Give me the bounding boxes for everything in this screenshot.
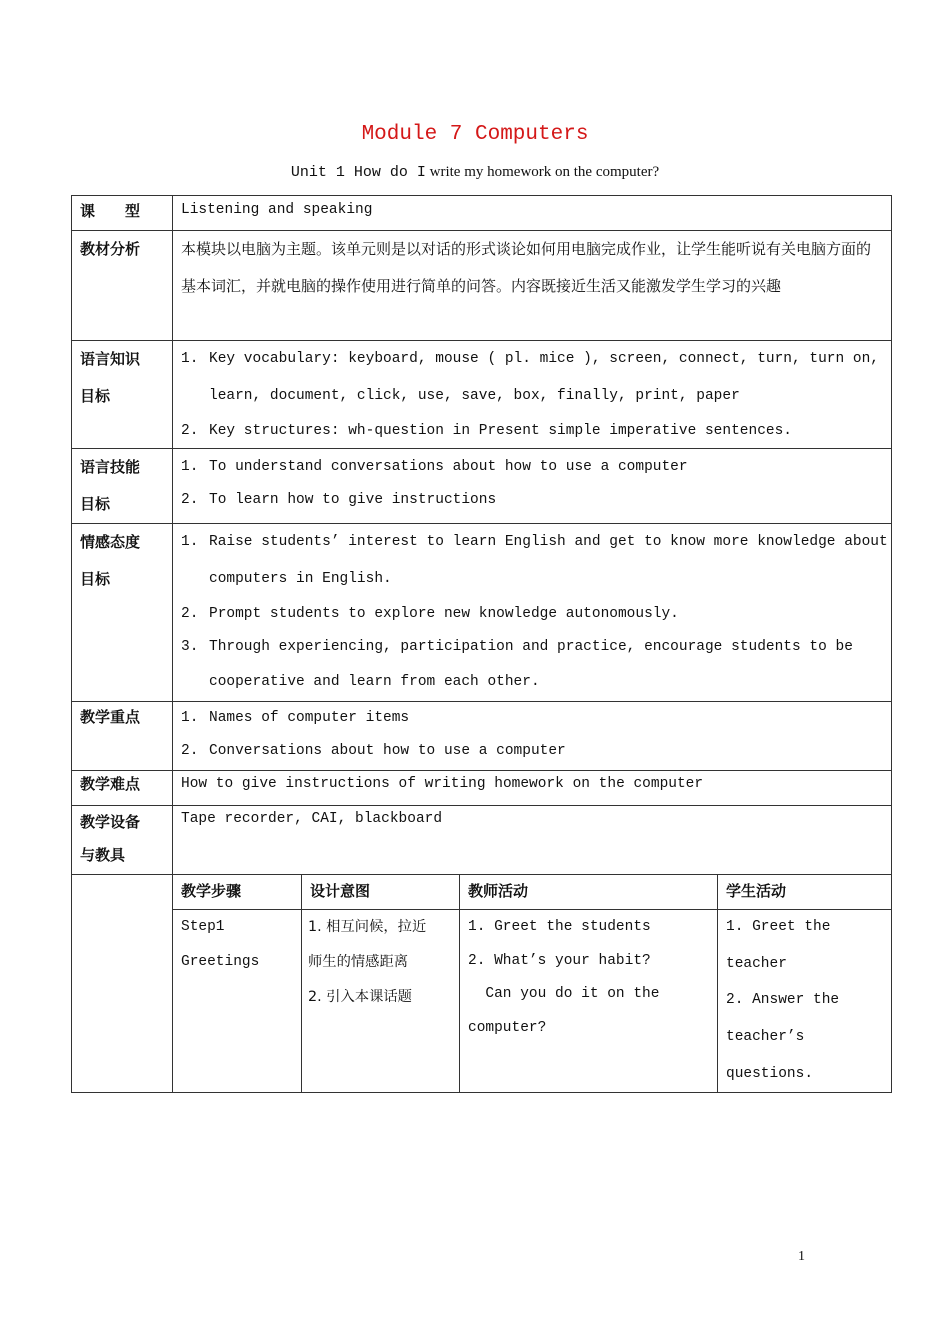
skills-label xyxy=(72,449,173,524)
item-number: 2. xyxy=(181,743,199,759)
item-text: Prompt students to explore new knowledge autonomously. xyxy=(209,606,679,622)
equipment-value: Tape recorder, CAI, blackboard xyxy=(173,806,892,875)
step1-row xyxy=(72,910,892,1093)
knowledge-content xyxy=(173,341,892,449)
design-line: 1. 相互问候，拉近 xyxy=(308,919,427,935)
design-line: 师生的情感距离 xyxy=(308,954,409,970)
row-lesson-type xyxy=(72,196,892,231)
student-line: teacher xyxy=(726,956,787,972)
lesson-plan-table xyxy=(71,195,892,1093)
skills-label-line1: 语言技能 xyxy=(80,458,141,476)
item-number: 1. xyxy=(181,459,199,475)
item-text: Raise students’ interest to learn English and get to know more knowledge about xyxy=(209,534,888,550)
knowledge-label xyxy=(72,341,173,449)
student-cell xyxy=(718,910,892,1093)
lesson-type-label: 课 型 xyxy=(72,196,173,231)
skills-label-line2: 目标 xyxy=(80,495,111,513)
attitude-content xyxy=(173,524,892,702)
item-number: 1. xyxy=(181,351,199,367)
student-line: 1. Greet the xyxy=(726,919,831,935)
item-number: 2. xyxy=(181,492,199,508)
difficulty-label: 教学难点 xyxy=(72,771,173,806)
knowledge-label-line1: 语言知识 xyxy=(80,350,141,368)
row-key-points xyxy=(72,702,892,771)
item-text: Conversations about how to use a computer xyxy=(209,743,566,759)
attitude-item xyxy=(181,631,891,664)
item-text: Names of computer items xyxy=(209,710,410,726)
attitude-label-line1: 情感态度 xyxy=(80,533,141,551)
item-text: To understand conversations about how to use a computer xyxy=(209,459,688,475)
row-material-analysis xyxy=(72,231,892,341)
steps-header-row xyxy=(72,875,892,910)
attitude-label xyxy=(72,524,173,702)
knowledge-item xyxy=(181,341,891,378)
row-equipment xyxy=(72,806,892,875)
student-line: 2. Answer the xyxy=(726,992,840,1008)
item-number: 1. xyxy=(181,710,199,726)
key-points-content xyxy=(173,702,892,771)
skills-item xyxy=(181,484,891,517)
teacher-cell xyxy=(460,910,718,1093)
key-point-item xyxy=(181,735,891,768)
item-text: To learn how to give instructions xyxy=(209,492,497,508)
steps-blank-cell xyxy=(72,875,173,1093)
equipment-label xyxy=(72,806,173,875)
equipment-label-line2: 与教具 xyxy=(80,846,126,864)
attitude-item xyxy=(181,524,891,561)
attitude-item-continuation: computers in English. xyxy=(209,571,392,587)
material-analysis-value: 本模块以电脑为主题。该单元则是以对话的形式谈论如何用电脑完成作业，让学生能听说有关电脑方面的基本词汇，并就电脑的操作使用进行简单的问答。内容既接近生活又能激发学生学习的兴趣 xyxy=(173,231,892,341)
student-line: teacher’s xyxy=(726,1029,805,1045)
item-number: 2. xyxy=(181,606,199,622)
lesson-type-value: Listening and speaking xyxy=(173,196,892,231)
item-number: 2. xyxy=(181,423,199,439)
step-name: Step1 xyxy=(181,919,225,935)
teacher-line: Can you do it on the xyxy=(468,986,660,1002)
teacher-line: computer? xyxy=(468,1020,547,1036)
step-subtitle: Greetings xyxy=(181,954,260,970)
row-language-skills xyxy=(72,449,892,524)
attitude-item-continuation: cooperative and learn from each other. xyxy=(209,674,540,690)
attitude-label-line2: 目标 xyxy=(80,570,111,588)
subtitle-part2: write my homework on the computer? xyxy=(425,164,660,180)
item-text: Key structures: wh-question in Present simple imperative sentences. xyxy=(209,423,792,439)
key-point-item xyxy=(181,702,891,735)
design-cell xyxy=(302,910,460,1093)
skills-item xyxy=(181,449,891,484)
item-text: Through experiencing, participation and practice, encourage students to be xyxy=(209,639,853,655)
header-design-intent: 设计意图 xyxy=(302,875,460,910)
row-emotional-attitude xyxy=(72,524,892,702)
knowledge-item xyxy=(181,415,891,448)
knowledge-label-line2: 目标 xyxy=(80,387,111,405)
knowledge-item-continuation: learn, document, click, use, save, box, finally, print, paper xyxy=(209,388,740,404)
document-title: Module 7 Computers xyxy=(361,123,589,146)
teacher-line: 1. Greet the students xyxy=(468,919,651,935)
subtitle-part1: Unit 1 How do I xyxy=(290,164,426,181)
step-cell xyxy=(173,910,302,1093)
student-line: questions. xyxy=(726,1066,814,1082)
teacher-line: 2. What’s your habit? xyxy=(468,953,651,969)
header-teaching-step: 教学步骤 xyxy=(173,875,302,910)
item-number: 3. xyxy=(181,639,199,655)
attitude-item xyxy=(181,598,891,631)
item-number: 1. xyxy=(181,534,199,550)
material-analysis-label: 教材分析 xyxy=(72,231,173,341)
row-difficulty xyxy=(72,771,892,806)
key-points-label: 教学重点 xyxy=(72,702,173,771)
design-line: 2. 引入本课话题 xyxy=(308,989,412,1005)
header-teacher-activity: 教师活动 xyxy=(460,875,718,910)
equipment-label-line1: 教学设备 xyxy=(80,813,141,831)
header-student-activity: 学生活动 xyxy=(718,875,892,910)
item-text: Key vocabulary: keyboard, mouse ( pl. mice ), screen, connect, turn, turn on, xyxy=(209,351,880,367)
page-number: 1 xyxy=(798,1249,805,1264)
difficulty-value: How to give instructions of writing homework on the computer xyxy=(173,771,892,806)
document-subtitle xyxy=(0,162,950,181)
skills-content xyxy=(173,449,892,524)
row-language-knowledge xyxy=(72,341,892,449)
